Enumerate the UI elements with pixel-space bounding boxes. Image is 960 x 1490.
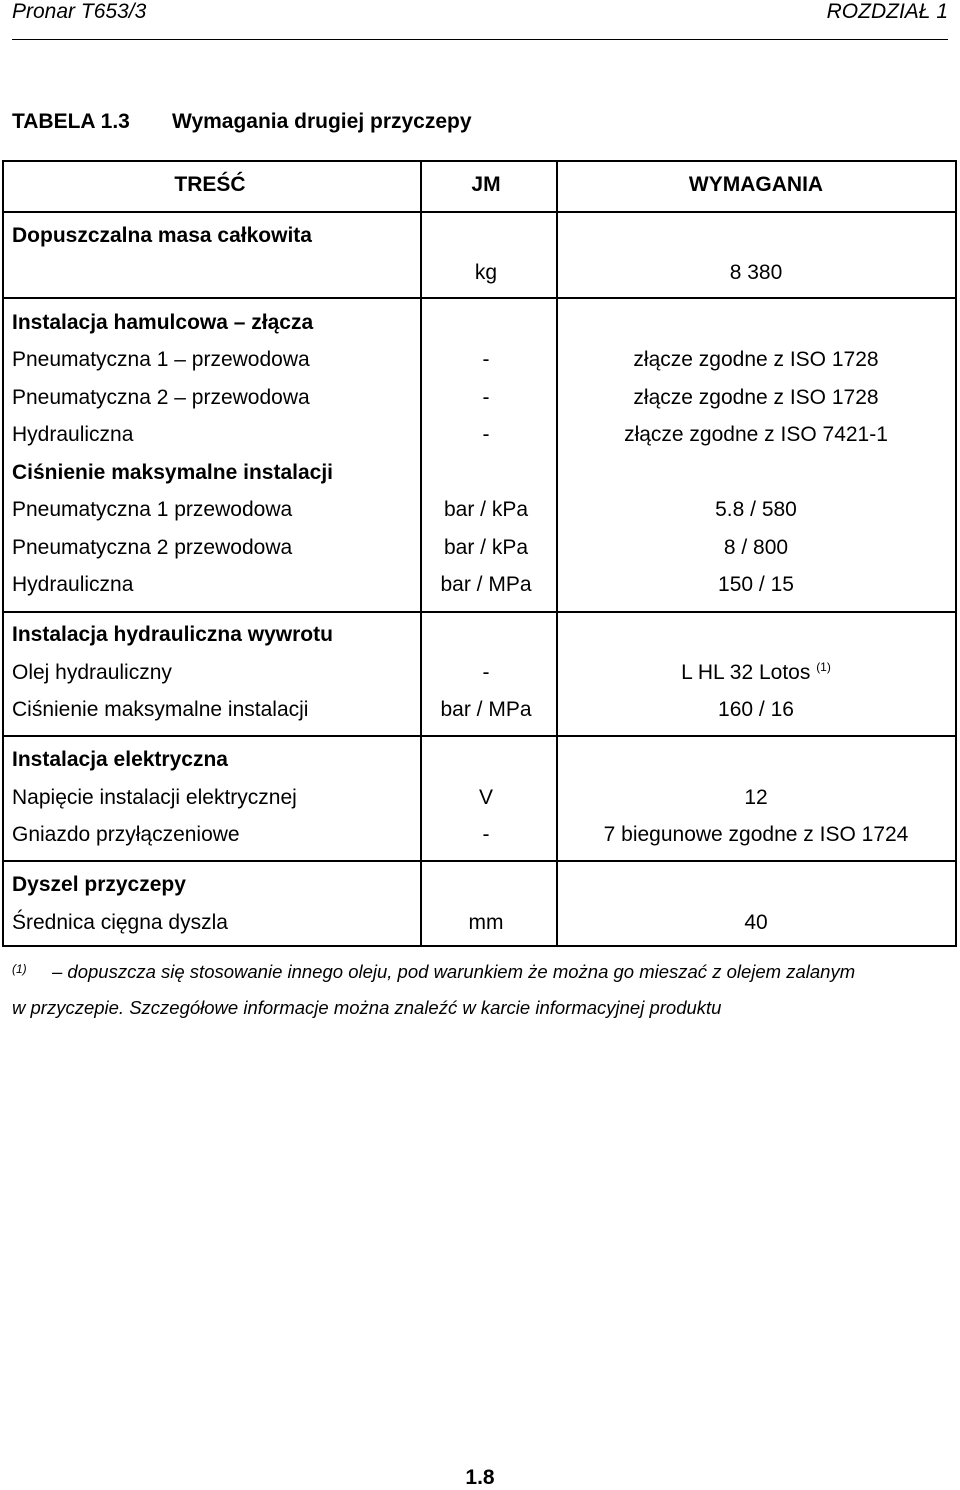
table-row-jm: - — [482, 823, 490, 846]
table-row-jm: mm — [468, 911, 504, 934]
table-row-value: 7 biegunowe zgodne z ISO 1724 — [603, 823, 909, 846]
table-row-value — [556, 661, 956, 685]
table-row-label: Gniazdo przyłączeniowe — [12, 823, 240, 846]
row-divider — [4, 735, 955, 737]
column-header-jm: JM — [471, 173, 501, 196]
table-row-label: Pneumatyczna 2 – przewodowa — [12, 386, 310, 409]
footnote-line-1: – dopuszcza się stosowanie innego oleju, pod warunkiem że można go mieszać z olejem zalanym — [52, 961, 856, 982]
table-row-label: Pneumatyczna 1 – przewodowa — [12, 348, 310, 371]
row-divider — [4, 860, 955, 862]
section-title-cisnienie: Ciśnienie maksymalne instalacji — [12, 461, 333, 484]
table-row-value: 8 / 800 — [723, 536, 789, 559]
masa-jm: kg — [474, 261, 498, 284]
row-divider — [4, 297, 955, 299]
table-row-label: Hydrauliczna — [12, 573, 134, 596]
section-title-hamulcowa: Instalacja hamulcowa – złącza — [12, 311, 314, 334]
table-row-label: Olej hydrauliczny — [12, 661, 172, 684]
table-row-label: Średnica cięgna dyszla — [12, 911, 228, 934]
footnote-mark: (1) — [12, 962, 27, 976]
oil-value: L HL 32 Lotos — [681, 661, 811, 684]
table-number: TABELA 1.3 — [12, 110, 130, 133]
table-row-label: Napięcie instalacji elektrycznej — [12, 786, 297, 809]
header-rule — [12, 39, 948, 40]
row-divider — [4, 211, 955, 213]
table-row-jm: V — [478, 786, 493, 809]
table-row-jm: bar / kPa — [443, 498, 529, 521]
table-row-value: złącze zgodne z ISO 1728 — [633, 348, 879, 371]
table-row-value: złącze zgodne z ISO 7421-1 — [624, 423, 888, 446]
page-number: 1.8 — [465, 1466, 495, 1489]
table-row-label: Pneumatyczna 1 przewodowa — [12, 498, 293, 521]
table-row-value: 40 — [744, 911, 768, 934]
table-row-jm: - — [482, 386, 490, 409]
table-row-value: 12 — [744, 786, 768, 809]
footnote-reference: (1) — [816, 660, 831, 674]
table-row-value: złącze zgodne z ISO 1728 — [633, 386, 879, 409]
masa-value: 8 380 — [729, 261, 783, 284]
page-header-right: ROZDZIAŁ 1 — [826, 0, 948, 23]
table-row-label: Hydrauliczna — [12, 423, 134, 446]
table-row-label: Ciśnienie maksymalne instalacji — [12, 698, 309, 721]
table-row-jm: bar / kPa — [443, 536, 529, 559]
row-divider — [4, 611, 955, 613]
section-title-elektryczna: Instalacja elektryczna — [12, 748, 228, 771]
table-row-jm: bar / MPa — [440, 573, 532, 596]
table-row-jm: bar / MPa — [440, 698, 532, 721]
table-row-jm: - — [482, 348, 490, 371]
section-title-masa: Dopuszczalna masa całkowita — [12, 224, 312, 247]
table-row-value: 150 / 15 — [718, 573, 794, 596]
page-header-left: Pronar T653/3 — [12, 0, 147, 23]
column-header-wymagania: WYMAGANIA — [688, 173, 824, 196]
table-row-jm: - — [482, 423, 490, 446]
table-row-value: 160 / 16 — [718, 698, 794, 721]
table-row-jm: - — [482, 661, 490, 684]
table-row-value: 5.8 / 580 — [715, 498, 797, 521]
section-title-wywrot: Instalacja hydrauliczna wywrotu — [12, 623, 333, 646]
table-title: Wymagania drugiej przyczepy — [172, 110, 472, 133]
section-title-dyszel: Dyszel przyczepy — [12, 873, 186, 896]
column-header-tresc: TREŚĆ — [174, 173, 246, 196]
footnote-line-2: w przyczepie. Szczegółowe informacje można znaleźć w karcie informacyjnej produktu — [12, 997, 722, 1018]
table-row-label: Pneumatyczna 2 przewodowa — [12, 536, 293, 559]
